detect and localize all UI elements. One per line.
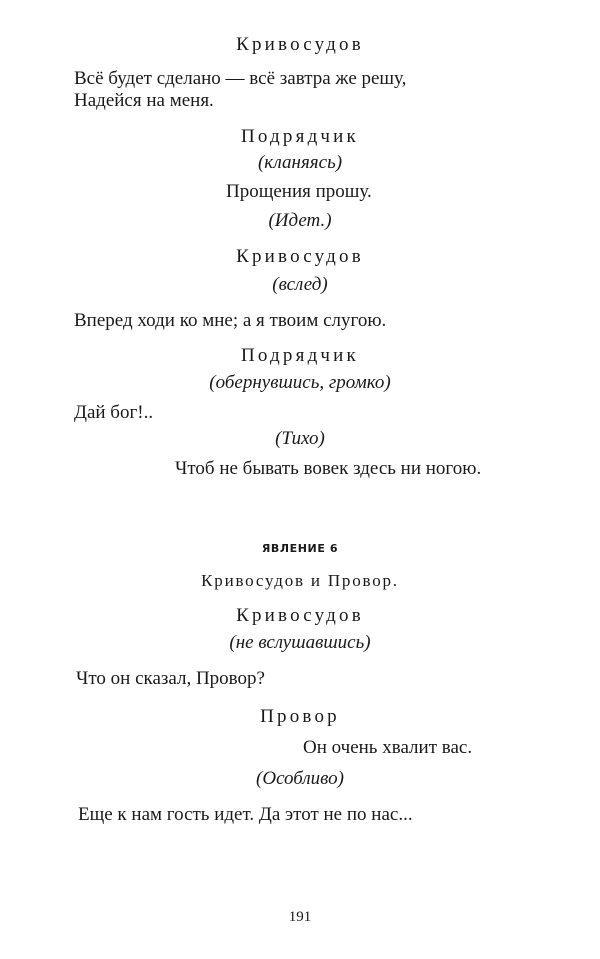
speaker-name: Подрядчик [240,126,359,147]
stage-direction: (обернувшись, громко) [209,372,391,393]
stage-direction: (не вслушавшись) [229,632,371,653]
verse-line: Еще к нам гость идет. Да этот не по нас... [78,804,413,825]
speaker-name: Кривосудов [236,246,364,267]
verse-line: Прощения прошу. [226,181,372,202]
stage-direction: (Особливо) [256,768,344,789]
stage-direction: (вслед) [272,274,328,295]
speaker-name: Кривосудов [236,605,364,626]
speaker-name: Провор [260,706,340,727]
verse-line: Вперед ходи ко мне; а я твоим слугою. [74,310,387,331]
speaker-name: Подрядчик [240,345,359,366]
verse-line: Надейся на меня. [74,90,214,111]
stage-direction: (кланяясь) [257,152,343,173]
verse-line: Дай бог!.. [74,402,154,423]
stage-direction: (Идет.) [268,210,332,231]
verse-line: Чтоб не бывать вовек здесь ни ногою. [175,458,482,479]
verse-line: Он очень хвалит вас. [303,737,473,758]
stage-direction: (Тихо) [275,428,325,449]
scene-heading: ЯВЛЕНИЕ 6 [261,542,339,555]
page-number: 191 [288,909,312,925]
speaker-name: Кривосудов [236,34,364,55]
cast-list: Кривосудов и Провор. [201,571,399,590]
verse-line: Что он сказал, Провор? [76,668,265,689]
verse-line: Всё будет сделано — всё завтра же решу, [74,68,407,89]
